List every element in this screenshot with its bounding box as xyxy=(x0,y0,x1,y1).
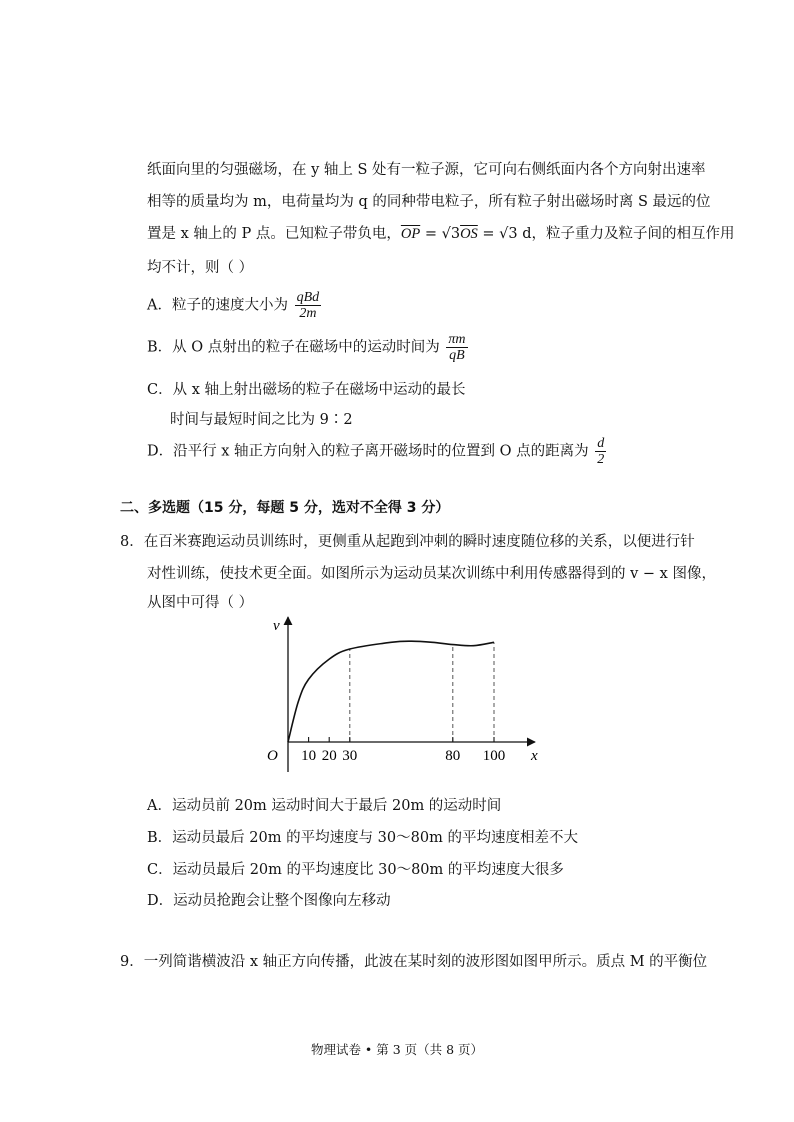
question-8-line: 对性训练，使技术更全面。如图所示为运动员某次训练中利用传感器得到的 v − x 图像， xyxy=(147,566,716,582)
vector-op: $\overline{OP}$ xyxy=(400,226,421,242)
option-d[interactable] xyxy=(147,436,606,467)
option-a[interactable]: A．运动员前 20m 运动时间大于最后 20m 的运动时间 xyxy=(147,798,502,814)
fraction xyxy=(295,290,322,321)
fraction-numerator: qBd xyxy=(296,290,320,305)
velocity-curve xyxy=(288,641,494,742)
fraction xyxy=(446,332,467,363)
x-tick-label: 10 xyxy=(301,748,317,764)
y-axis-label: v xyxy=(273,618,280,634)
option-c-line1[interactable]: C．从 x 轴上射出磁场的粒子在磁场中运动的最长 xyxy=(147,382,466,398)
x-tick-label: 30 xyxy=(342,748,358,764)
equation-part: = √3 d xyxy=(477,226,532,242)
question-8-line: 从图中可得（ ） xyxy=(147,595,254,611)
option-c-line2: 时间与最短时间之比为 9∶2 xyxy=(170,412,353,428)
fraction xyxy=(595,436,606,467)
page-footer: 物理试卷 • 第 3 页（共 8 页） xyxy=(310,1042,484,1057)
equation-part: = √3 xyxy=(420,226,461,242)
x-tick-label: 100 xyxy=(482,748,506,764)
fraction-denominator: 2 xyxy=(597,452,605,467)
question-9-line: 9．一列简谐横波沿 x 轴正方向传播，此波在某时刻的波形图如图甲所示。质点 M 的平衡位 xyxy=(120,954,708,970)
v-x-graph xyxy=(255,612,555,772)
text-segment: ，粒子重力及粒子间的相互作用 xyxy=(531,226,735,242)
question-8-line: 8．在百米赛跑运动员训练时，更侧重从起跑到冲刺的瞬时速度随位移的关系，以便进行针 xyxy=(120,534,695,550)
option-a[interactable] xyxy=(147,290,321,321)
vector-os: $\overline{OS}$ xyxy=(460,226,478,242)
fraction-denominator: 2m xyxy=(299,306,317,321)
question-text-line: 均不计，则（ ） xyxy=(147,260,254,276)
x-tick-label: 80 xyxy=(445,748,461,764)
text-segment: 置是 x 轴上的 P 点。已知粒子带负电， xyxy=(147,226,401,242)
x-axis-label: x xyxy=(531,748,538,764)
section-heading: 二、多选题（15 分，每题 5 分，选对不全得 3 分） xyxy=(120,500,450,516)
option-text: D．沿平行 x 轴正方向射入的粒子离开磁场时的位置到 O 点的距离为 xyxy=(147,443,589,460)
fraction-numerator: d xyxy=(597,436,605,451)
fraction-numerator: πm xyxy=(448,332,466,347)
question-text-line: 纸面向里的匀强磁场，在 y 轴上 S 处有一粒子源，它可向右侧纸面内各个方向射出速率 xyxy=(147,162,706,178)
fraction-denominator: qB xyxy=(449,348,465,363)
origin-label: O xyxy=(267,748,278,764)
question-text-line: 相等的质量均为 m，电荷量均为 q 的同种带电粒子，所有粒子射出磁场时离 S 最远的位 xyxy=(147,194,711,210)
option-d[interactable]: D．运动员抢跑会让整个图像向左移动 xyxy=(147,893,391,909)
option-c[interactable]: C．运动员最后 20m 的平均速度比 30～80m 的平均速度大很多 xyxy=(147,862,564,878)
x-tick-label: 20 xyxy=(321,748,337,764)
option-b[interactable]: B．运动员最后 20m 的平均速度与 30～80m 的平均速度相差不大 xyxy=(147,830,578,846)
option-b[interactable] xyxy=(147,332,468,363)
question-text-line xyxy=(147,222,735,243)
option-text: A．粒子的速度大小为 xyxy=(147,297,288,314)
option-text: B．从 O 点射出的粒子在磁场中的运动时间为 xyxy=(147,339,440,356)
